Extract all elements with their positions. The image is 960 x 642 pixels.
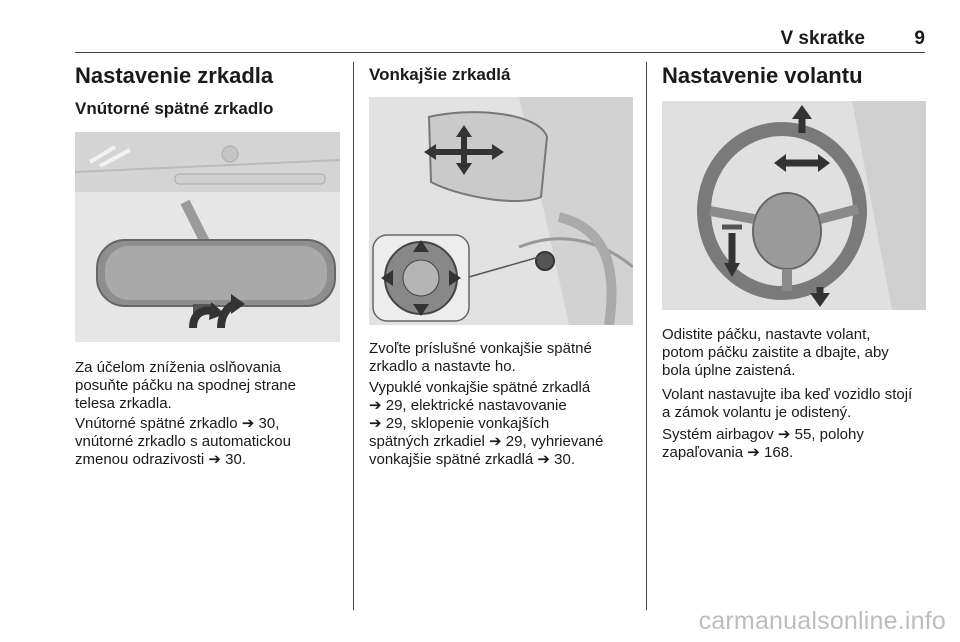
paragraph-references: Vnútorné spätné zrkadlo ➔ 30, vnútorné zrkadlo s automatickou zmenou odrazivosti ➔ 30. — [75, 415, 291, 468]
subsection-heading: Vonkajšie zrkadlá — [369, 65, 511, 84]
subsection-heading: Vnútorné spätné zrkadlo — [75, 99, 274, 118]
column-steering-wheel — [662, 62, 926, 90]
page-header — [75, 26, 925, 53]
section-title: V skratke — [780, 28, 865, 49]
section-heading: Nastavenie zrkadla — [75, 63, 274, 88]
paragraph: Zvoľte príslušné vonkajšie spätné zrkadlo a nastavte ho. — [369, 340, 592, 375]
section-heading: Nastavenie volantu — [662, 63, 863, 88]
column-divider — [353, 62, 354, 610]
paragraph: Volant nastavujte iba keď vozidlo stojí a zámok volantu je odistený. — [662, 386, 913, 421]
paragraph-references: Vypuklé vonkajšie spätné zrkadlá ➔ 29, elektrické nastavovanie ➔ 29, sklopenie vonkajších spätných zrkadiel ➔ 29, vyhrievané vonkajšie spätné zrkadlá ➔ 30. — [369, 379, 604, 468]
steering-wheel-illustration — [662, 101, 926, 310]
paragraph-references: Systém airbagov ➔ 55, polohy zapaľovania ➔ 168. — [662, 426, 864, 461]
interior-mirror-illustration — [75, 132, 340, 342]
paragraph: Odistite páčku, nastavte volant, potom páčku zaistite a dbajte, aby bola úplne zaistená. — [662, 326, 889, 379]
exterior-mirror-illustration — [369, 97, 633, 325]
column-divider — [646, 62, 647, 610]
watermark: carmanualsonline.info — [698, 607, 946, 635]
page-number: 9 — [914, 28, 925, 49]
paragraph: Za účelom zníženia oslňovania posuňte páčku na spodnej strane telesa zrkadla. — [75, 359, 296, 412]
column-mirror-adjustment — [75, 62, 340, 120]
column-exterior-mirrors — [369, 62, 633, 86]
